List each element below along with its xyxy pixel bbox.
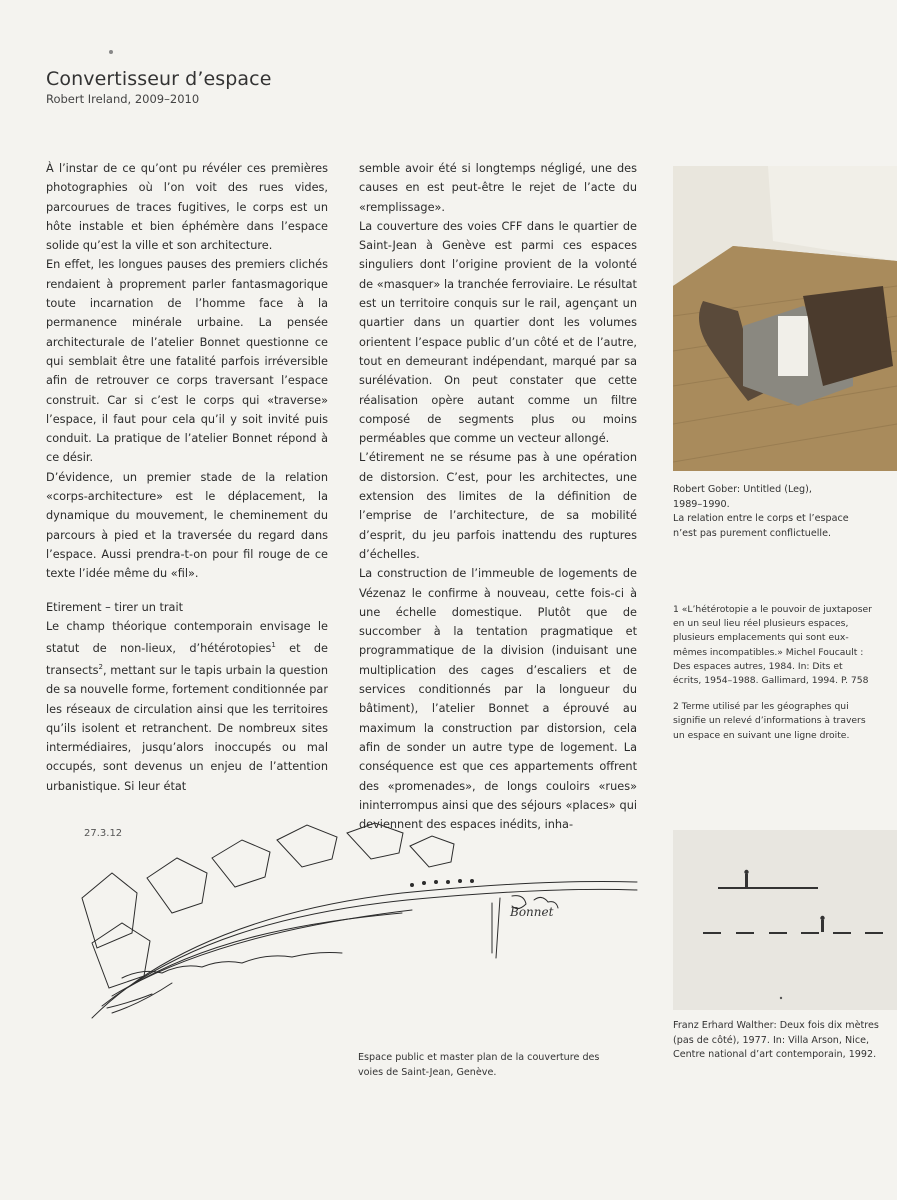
photo-gober-leg <box>673 166 897 471</box>
figure-caption: Franz Erhard Walther: Deux fois dix mètres (pas de côté), 1977. In: Villa Arson, Nice, Centre national d’art contemporain, 1992. <box>673 1020 879 1061</box>
paragraph: L’étirement ne se résume pas à une opération de distorsion. C’est, pour les architectes, une extension des limites de la définition de l’emprise de l’architecture, de sa mobilité d’esprit, du jeu parfois inattendu des ruptures d’échelles. <box>359 451 637 561</box>
footnote: 2 Terme utilisé par les géographes qui signifie un relevé d’informations à travers un espace en suivant une ligne droite. <box>673 701 866 741</box>
paragraph: semble avoir été si longtemps négligé, une des causes en est peut-être le rejet de l’acte du «remplissage». <box>359 162 637 214</box>
footnotes <box>673 603 873 755</box>
sketch-signature: Bonnet <box>510 905 554 919</box>
sketch-date: 27.3.12 <box>84 828 123 839</box>
text-column-right <box>359 159 637 834</box>
section-heading: Etirement – tirer un trait <box>46 600 184 614</box>
paragraph: À l’instar de ce qu’ont pu révéler ces premières photographies où l’on voit des rues vides, parcourues de traces fugitives, le corps est un hôte instable et bien éphémère dans l’espace solide qu’est la ville et son architecture. <box>46 162 328 253</box>
sketch-drawing <box>72 818 652 1028</box>
architectural-sketch <box>72 818 652 1028</box>
footnote: 1 «L’hétérotopie a le pouvoir de juxtaposer en un seul lieu réel plusieurs espaces, plusieurs emplacements qui sont eux-mêmes incompatibles.» Michel Foucault : Des espaces autres, 1984. In: Dits et écrits, 1954–1988. Gallimard, 1994. P. 758 <box>673 604 872 687</box>
article-title: Convertisseur d’espace <box>46 68 272 90</box>
paragraph: La couverture des voies CFF dans le quartier de Saint-Jean à Genève est parmi ces espaces singuliers dont l’origine provient de la volonté de «masquer» la tranchée ferroviaire. Le résultat est un territoire conquis sur le rail, agençant un quartier dans un quartier dont les volumes orientent l’espace public d’un côté et de l’autre, tout en demeurant indépendant, marqué par sa surélévation. On peut constater que cette réalisation opère autant comme un filtre composé de segments plus ou moins perméables que comme un vecteur allongé. <box>359 219 637 446</box>
walther-illustration <box>673 830 897 1010</box>
footnote-ref: 2 <box>98 663 103 672</box>
article-subtitle: Robert Ireland, 2009–2010 <box>46 92 200 106</box>
page-mark <box>109 50 113 54</box>
paragraph: Le champ théorique contemporain envisage le statut de non-lieux, d’hétérotopies$^1$ et de transects$^2$, mettant sur le tapis urbain la question de sa nouvelle forme, fortement conditionnée par les réseaux de circulation ainsi que les territoires qu’ils isolent et retranchent. De nombreux sites intermédiaires, jusqu’alors inoccupés ou mal occupés, sont devenus un enjeu de l’attention urbanistique. Si leur état <box>46 619 328 793</box>
sketch-caption: Espace public et master plan de la couverture des voies de Saint-Jean, Genève. <box>358 1052 600 1078</box>
paragraph: D’évidence, un premier stade de la relation «corps-architecture» est le déplacement, la dynamique du mouvement, le cheminement du parcours à pied et la traversée du regard dans l’espace. Aussi prendra-t-on pour fil rouge de ce texte l’idée même du «fil». <box>46 470 328 581</box>
paragraph: La construction de l’immeuble de logements de Vézenaz le confirme à nouveau, cette fois-ci à une échelle domestique. Plutôt que de succomber à la tentation pragmatique et programmatique de la division (induisant une multiplication des cages d’escaliers et de services conditionnés par la longueur du bâtiment), l’atelier Bonnet a éprouvé au maximum la construction par distorsion, cela afin de sonder un autre type de logement. La conséquence est que ces appartements offrent des «promenades», de longs couloirs «rues» ininterrompus ainsi que des séjours «places» qui deviennent des espaces inédits, inha- <box>359 567 637 832</box>
text-column-left <box>46 159 328 796</box>
figure-caption: Robert Gober: Untitled (Leg), 1989–1990. La relation entre le corps et l’espace n’est pas purement conflictuelle. <box>673 484 849 539</box>
leg-illustration <box>673 166 897 471</box>
photo-walther <box>673 830 897 1010</box>
paragraph: En effet, les longues pauses des premiers clichés rendaient à proprement parler fantasmagorique toute incarnation de l’homme face à la permanence minérale urbaine. La pensée architecturale de l’atelier Bonnet questionne ce qui semblait être une fatalité parfois irréversible afin de retrouver ce corps traversant l’espace construit. Car si c’est le corps qui «traverse» l’espace, il faut pour cela qu’il y soit invité puis conduit. La pratique de l’atelier Bonnet répond à ce désir. <box>46 258 328 465</box>
footnote-ref: 1 <box>271 641 276 650</box>
